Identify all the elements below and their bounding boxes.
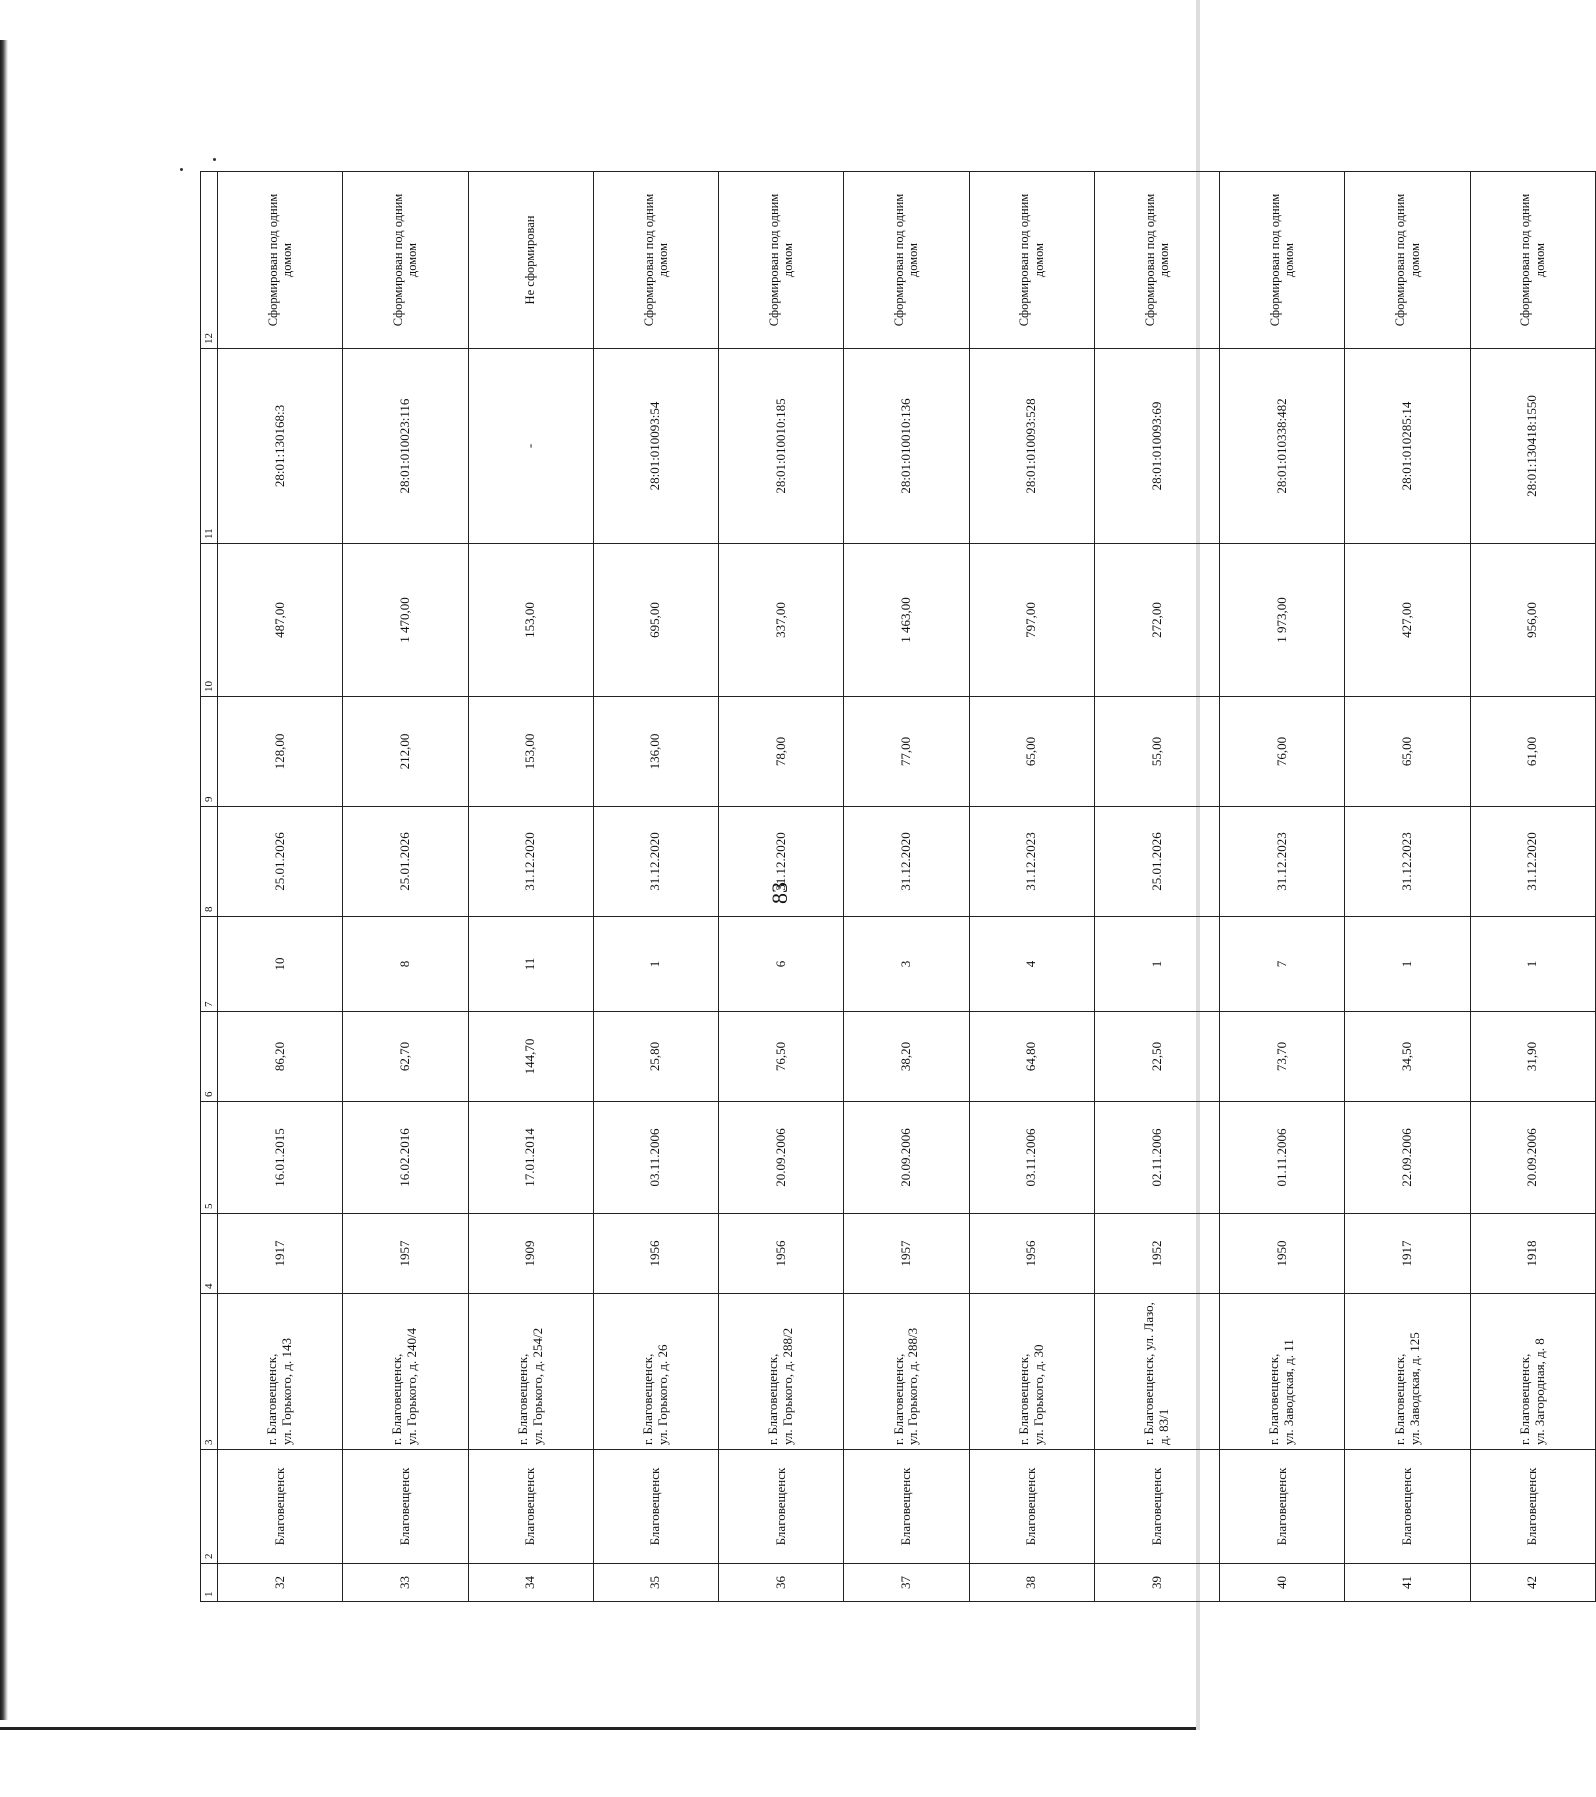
date-cell: 20.09.2006 <box>1470 1102 1595 1214</box>
residents-cell: 4 <box>969 917 1094 1012</box>
table-row <box>343 172 468 1602</box>
year-cell: 1909 <box>468 1214 593 1294</box>
cadastral-number-cell: 28:01:010093:69 <box>1094 349 1219 544</box>
residents-cell: 3 <box>844 917 969 1012</box>
area-cell: 25,80 <box>593 1012 718 1102</box>
row-number: 38 <box>969 1564 1094 1602</box>
deadline-cell: 31.12.2020 <box>719 807 844 917</box>
year-cell: 1918 <box>1470 1214 1595 1294</box>
address-cell: г. Благовещенск, ул. Заводская, д. 11 <box>1220 1294 1345 1450</box>
table-row <box>844 172 969 1602</box>
date-cell: 01.11.2006 <box>1220 1102 1345 1214</box>
deadline-cell: 25.01.2026 <box>218 807 343 917</box>
deadline-cell: 31.12.2020 <box>844 807 969 917</box>
status-cell: Сформирован под одним домом <box>218 172 343 349</box>
status-cell: Сформирован под одним домом <box>1220 172 1345 349</box>
residents-cell: 11 <box>468 917 593 1012</box>
column-header-10: 10 <box>201 544 218 697</box>
area-cell: 31,90 <box>1470 1012 1595 1102</box>
date-cell: 17.01.2014 <box>468 1102 593 1214</box>
land-area-cell: 695,00 <box>593 544 718 697</box>
table-row <box>1220 172 1345 1602</box>
land-area-cell: 427,00 <box>1345 544 1470 697</box>
table-row <box>719 172 844 1602</box>
land-area-cell: 153,00 <box>468 544 593 697</box>
row-number: 39 <box>1094 1564 1219 1602</box>
scan-bottom-edge <box>0 1727 1200 1730</box>
address-cell: г. Благовещенск, ул. Лазо, д. 83/1 <box>1094 1294 1219 1450</box>
year-cell: 1952 <box>1094 1214 1219 1294</box>
cadastral-number-cell: 28:01:010023:116 <box>343 349 468 544</box>
cadastral-number-cell: 28:01:010010:136 <box>844 349 969 544</box>
year-cell: 1956 <box>593 1214 718 1294</box>
residents-cell: 1 <box>1094 917 1219 1012</box>
area-cell: 73,70 <box>1220 1012 1345 1102</box>
column-header-9: 9 <box>201 697 218 807</box>
land-area-cell: 337,00 <box>719 544 844 697</box>
area2-cell: 136,00 <box>593 697 718 807</box>
residents-cell: 10 <box>218 917 343 1012</box>
city-cell: Благовещенск <box>593 1450 718 1564</box>
date-cell: 16.02.2016 <box>343 1102 468 1214</box>
table-row <box>1345 172 1470 1602</box>
address-cell: г. Благовещенск, ул. Заводская, д. 125 <box>1345 1294 1470 1450</box>
column-header-4: 4 <box>201 1214 218 1294</box>
deadline-cell: 31.12.2023 <box>1345 807 1470 917</box>
column-header-11: 11 <box>201 349 218 544</box>
cadastral-number-cell: 28:01:130168:3 <box>218 349 343 544</box>
cadastral-number-cell: 28:01:010285:14 <box>1345 349 1470 544</box>
date-cell: 16.01.2015 <box>218 1102 343 1214</box>
address-cell: г. Благовещенск, ул. Горького, д. 26 <box>593 1294 718 1450</box>
cadastral-number-cell: 28:01:010093:54 <box>593 349 718 544</box>
table-row <box>593 172 718 1602</box>
land-area-cell: 1 463,00 <box>844 544 969 697</box>
land-area-cell: 1 470,00 <box>343 544 468 697</box>
area2-cell: 212,00 <box>343 697 468 807</box>
area2-cell: 61,00 <box>1470 697 1595 807</box>
cadastral-number-cell: 28:01:010093:528 <box>969 349 1094 544</box>
area-cell: 34,50 <box>1345 1012 1470 1102</box>
area-cell: 86,20 <box>218 1012 343 1102</box>
area-cell: 64,80 <box>969 1012 1094 1102</box>
city-cell: Благовещенск <box>844 1450 969 1564</box>
column-header-7: 7 <box>201 917 218 1012</box>
column-header-8: 8 <box>201 807 218 917</box>
deadline-cell: 31.12.2020 <box>593 807 718 917</box>
residents-cell: 6 <box>719 917 844 1012</box>
date-cell: 20.09.2006 <box>719 1102 844 1214</box>
column-header-6: 6 <box>201 1012 218 1102</box>
area-cell: 62,70 <box>343 1012 468 1102</box>
status-cell: Сформирован под одним домом <box>1094 172 1219 349</box>
deadline-cell: 31.12.2020 <box>468 807 593 917</box>
status-cell: Сформирован под одним домом <box>719 172 844 349</box>
city-cell: Благовещенск <box>1470 1450 1595 1564</box>
row-number: 41 <box>1345 1564 1470 1602</box>
area2-cell: 65,00 <box>969 697 1094 807</box>
address-cell: г. Благовещенск, ул. Горького, д. 143 <box>218 1294 343 1450</box>
residents-cell: 1 <box>1470 917 1595 1012</box>
table-body <box>218 172 1596 1602</box>
city-cell: Благовещенск <box>1220 1450 1345 1564</box>
residents-cell: 1 <box>1345 917 1470 1012</box>
land-area-cell: 797,00 <box>969 544 1094 697</box>
year-cell: 1957 <box>343 1214 468 1294</box>
land-area-cell: 956,00 <box>1470 544 1595 697</box>
date-cell: 02.11.2006 <box>1094 1102 1219 1214</box>
table-row <box>969 172 1094 1602</box>
year-cell: 1956 <box>719 1214 844 1294</box>
residents-cell: 8 <box>343 917 468 1012</box>
row-number: 35 <box>593 1564 718 1602</box>
residents-cell: 7 <box>1220 917 1345 1012</box>
row-number: 40 <box>1220 1564 1345 1602</box>
status-cell: Сформирован под одним домом <box>1345 172 1470 349</box>
year-cell: 1957 <box>844 1214 969 1294</box>
row-number: 42 <box>1470 1564 1595 1602</box>
deadline-cell: 31.12.2020 <box>1470 807 1595 917</box>
rotated-table-container <box>200 172 1596 1602</box>
header-row <box>201 172 218 1602</box>
address-cell: г. Благовещенск, ул. Горького, д. 254/2 <box>468 1294 593 1450</box>
year-cell: 1956 <box>969 1214 1094 1294</box>
column-header-2: 2 <box>201 1450 218 1564</box>
area2-cell: 77,00 <box>844 697 969 807</box>
area2-cell: 76,00 <box>1220 697 1345 807</box>
status-cell: Не сформирован <box>468 172 593 349</box>
column-header-3: 3 <box>201 1294 218 1450</box>
column-header-5: 5 <box>201 1102 218 1214</box>
area2-cell: 78,00 <box>719 697 844 807</box>
scan-left-edge <box>0 40 8 1720</box>
land-area-cell: 1 973,00 <box>1220 544 1345 697</box>
city-cell: Благовещенск <box>343 1450 468 1564</box>
page-number: 83 <box>767 882 792 904</box>
area-cell: 76,50 <box>719 1012 844 1102</box>
land-area-cell: 272,00 <box>1094 544 1219 697</box>
status-cell: Сформирован под одним домом <box>593 172 718 349</box>
year-cell: 1917 <box>1345 1214 1470 1294</box>
scan-speck <box>180 168 183 171</box>
row-number: 34 <box>468 1564 593 1602</box>
address-cell: г. Благовещенск, ул. Горького, д. 240/4 <box>343 1294 468 1450</box>
date-cell: 20.09.2006 <box>844 1102 969 1214</box>
table-row <box>218 172 343 1602</box>
row-number: 32 <box>218 1564 343 1602</box>
area-cell: 22,50 <box>1094 1012 1219 1102</box>
date-cell: 03.11.2006 <box>593 1102 718 1214</box>
status-cell: Сформирован под одним домом <box>343 172 468 349</box>
cadastral-number-cell: 28:01:010010:185 <box>719 349 844 544</box>
area2-cell: 128,00 <box>218 697 343 807</box>
address-cell: г. Благовещенск, ул. Горького, д. 30 <box>969 1294 1094 1450</box>
status-cell: Сформирован под одним домом <box>969 172 1094 349</box>
column-header-12: 12 <box>201 172 218 349</box>
area2-cell: 153,00 <box>468 697 593 807</box>
row-number: 36 <box>719 1564 844 1602</box>
city-cell: Благовещенск <box>969 1450 1094 1564</box>
city-cell: Благовещенск <box>1345 1450 1470 1564</box>
column-header-1: 1 <box>201 1564 218 1602</box>
address-cell: г. Благовещенск, ул. Загородная, д. 8 <box>1470 1294 1595 1450</box>
status-cell: Сформирован под одним домом <box>844 172 969 349</box>
city-cell: Благовещенск <box>218 1450 343 1564</box>
year-cell: 1917 <box>218 1214 343 1294</box>
area2-cell: 55,00 <box>1094 697 1219 807</box>
table-row <box>1094 172 1219 1602</box>
deadline-cell: 25.01.2026 <box>1094 807 1219 917</box>
cadastral-number-cell: 28:01:010338:482 <box>1220 349 1345 544</box>
cadastral-number-cell: 28:01:130418:1550 <box>1470 349 1595 544</box>
city-cell: Благовещенск <box>1094 1450 1219 1564</box>
status-cell: Сформирован под одним домом <box>1470 172 1595 349</box>
row-number: 37 <box>844 1564 969 1602</box>
deadline-cell: 31.12.2023 <box>969 807 1094 917</box>
land-area-cell: 487,00 <box>218 544 343 697</box>
register-table <box>200 171 1596 1602</box>
area-cell: 38,20 <box>844 1012 969 1102</box>
city-cell: Благовещенск <box>468 1450 593 1564</box>
date-cell: 22.09.2006 <box>1345 1102 1470 1214</box>
table-row <box>468 172 593 1602</box>
cadastral-number-cell: - <box>468 349 593 544</box>
table-row <box>1470 172 1595 1602</box>
row-number: 33 <box>343 1564 468 1602</box>
address-cell: г. Благовещенск, ул. Горького, д. 288/2 <box>719 1294 844 1450</box>
year-cell: 1950 <box>1220 1214 1345 1294</box>
deadline-cell: 25.01.2026 <box>343 807 468 917</box>
address-cell: г. Благовещенск, ул. Горького, д. 288/3 <box>844 1294 969 1450</box>
scan-speck <box>213 158 216 161</box>
area2-cell: 65,00 <box>1345 697 1470 807</box>
deadline-cell: 31.12.2023 <box>1220 807 1345 917</box>
area-cell: 144,70 <box>468 1012 593 1102</box>
residents-cell: 1 <box>593 917 718 1012</box>
date-cell: 03.11.2006 <box>969 1102 1094 1214</box>
city-cell: Благовещенск <box>719 1450 844 1564</box>
